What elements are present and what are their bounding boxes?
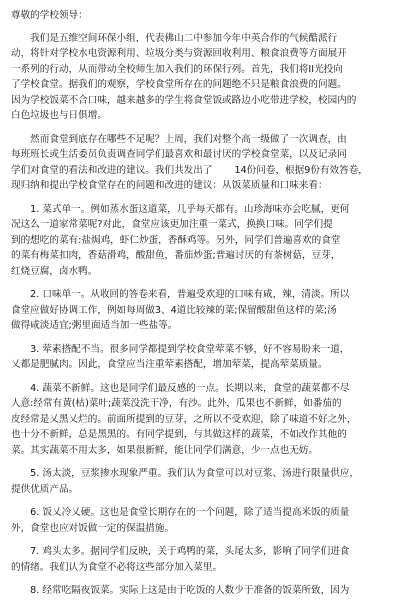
text-line: 食堂应做好协调工作，例如每周做3、4道比较辣的菜;保留酸甜鱼这样的菜;汤 xyxy=(11,304,337,316)
text-segment: 14份问卷，根据9份有效答卷， xyxy=(234,164,368,176)
text-line: 2. 口味单一。从收回的答卷来看，普遍受欢迎的口味有咸，辣，清淡。所以 xyxy=(11,289,350,300)
text-line: 菜。其实蔬菜不用太多，如果很新鲜，能让同学们满意，少一点也无妨。 xyxy=(11,444,318,456)
text-line: 皮经常是乂黑乂烂的。前面所提到的豆芽，之所以不受欢迎，除了味道不好之外， xyxy=(11,413,357,425)
text-line: 人意:经常有黄(枯)菜叶;蔬菜没洗干净，有沙。此外，瓜果也不新鲜，如番茄的 xyxy=(11,398,342,409)
text-line: 因为学校饭菜不合口味，越来越多的学生将食堂饭或路边小吃带进学校，校园内的 xyxy=(11,94,357,106)
text-line: 乂都是肥腻肉。因此，食堂应当注重荤素搭配，增加荤菜，提高荤菜质量。 xyxy=(11,359,328,370)
text-line: 6. 饭乂冷乂硬。这也是食堂长期存在的一个问题，除了适当提高米饭的质量 xyxy=(11,507,350,518)
text-line: 1. 菜式单一。例如蒸水蛋这道菜，几乎每天都有。山珍海味亦会吃腻，更何 xyxy=(11,203,350,215)
text-line: 7. 鸡头太多。据同学们反映，关于鸡鸭的菜，头尾太多，影响了同学们进食 xyxy=(11,546,350,557)
text-line: 一系列的行动，从而带动全校师生加入我们的环保行列。首先，我们将II光投向 xyxy=(11,63,343,75)
text-line: 每班班长或生活委员负责调查同学们最喜欢和最讨厌的学校食堂菜，以及记录同 xyxy=(11,149,347,160)
text-line: 况这么一道家常菜呢?对此，食堂应该更加注重一菜式，换换口味。同学们提 xyxy=(11,219,333,230)
paragraph-point-4 xyxy=(11,381,393,459)
paragraph-intro xyxy=(11,31,393,124)
text-line: 现归纳和提出学校食堂存在的问题和改进的建议：从饭菜质量和口味来看： xyxy=(11,180,328,191)
paragraph-point-6 xyxy=(11,505,393,536)
paragraph-point-5 xyxy=(11,466,393,497)
text-line: 然而食堂到底存在哪些不足呢？上周，我们对整个高一级做了一次调查，由 xyxy=(11,133,347,145)
text-line: 4. 蔬菜不新鲜。这也是同学们最反感的一点。长期以来，食堂的蔬菜都不尽 xyxy=(11,382,350,394)
paragraph-point-2 xyxy=(11,287,393,334)
text-line xyxy=(11,163,393,179)
text-line: 提供优质产品。 xyxy=(11,483,79,495)
text-line: 5. 汤太淡，豆浆掺水现象严重。我们认为食堂可以对豆浆、汤进行限量供应， xyxy=(11,468,359,479)
text-line: 动，将针对学校水电资源利用、垃圾分类与资源回收利用、粮食浪费等方面展开 xyxy=(11,48,347,59)
text-line: 的情绪。我们认为食堂不必将这些部分加入菜里。 xyxy=(11,561,223,573)
text-line: 8. 经常吃隔夜饭菜。实际上这是由于吃饭的人数少于准备的饭菜所致，因为 xyxy=(11,585,350,596)
paragraph-point-7 xyxy=(11,544,393,575)
paragraph-point-3 xyxy=(11,342,393,373)
text-line: 也十分不新鲜，总是黑黑的。有同学提到，与其做这样的蔬菜，不如改作其他的 xyxy=(11,429,347,440)
text-line: 我们是五维空间环保小组，代表佛山二中参加今年中英合作的气候酷派行 xyxy=(11,32,338,44)
text-line: 外，食堂也应对饭做一定的保温措施。 xyxy=(11,522,175,534)
paragraph-point-8 xyxy=(11,583,393,599)
text-line: 的菜有梅菜扣肉，香菇滑鸡，酸甜鱼，番茄炒蛋;普遍讨厌的有茶树菇，豆芽， xyxy=(11,250,341,261)
text-line: 了学校食堂。据我们的观察，学校食堂所存在的问题绝不只是粮食浪费的问题。 xyxy=(11,79,347,90)
text-line: 做得咸淡适宜;粥里面适当加一些盐等。 xyxy=(11,320,178,331)
paragraph-point-1 xyxy=(11,202,393,280)
text-line: 3. 荤素搭配不当。很多同学都提到学校食堂荤菜不够，好不容易盼来一道， xyxy=(11,343,350,355)
text-line: 白色垃圾也与日俱增。 xyxy=(11,110,107,121)
paragraph-survey xyxy=(11,132,393,194)
text-line: 到的想吃的菜有:盐焗鸡，虾仁炒蛋，香酥鸡等。另外，同学们普遍喜欢的食堂 xyxy=(11,234,341,246)
salutation: 尊敬的学校领导： xyxy=(11,10,88,21)
text-line: 红烧豆腐，卤水鸭。 xyxy=(11,265,98,277)
text-segment: 学们对食堂的看法和改进的建议。我们共发出了 xyxy=(11,164,213,176)
